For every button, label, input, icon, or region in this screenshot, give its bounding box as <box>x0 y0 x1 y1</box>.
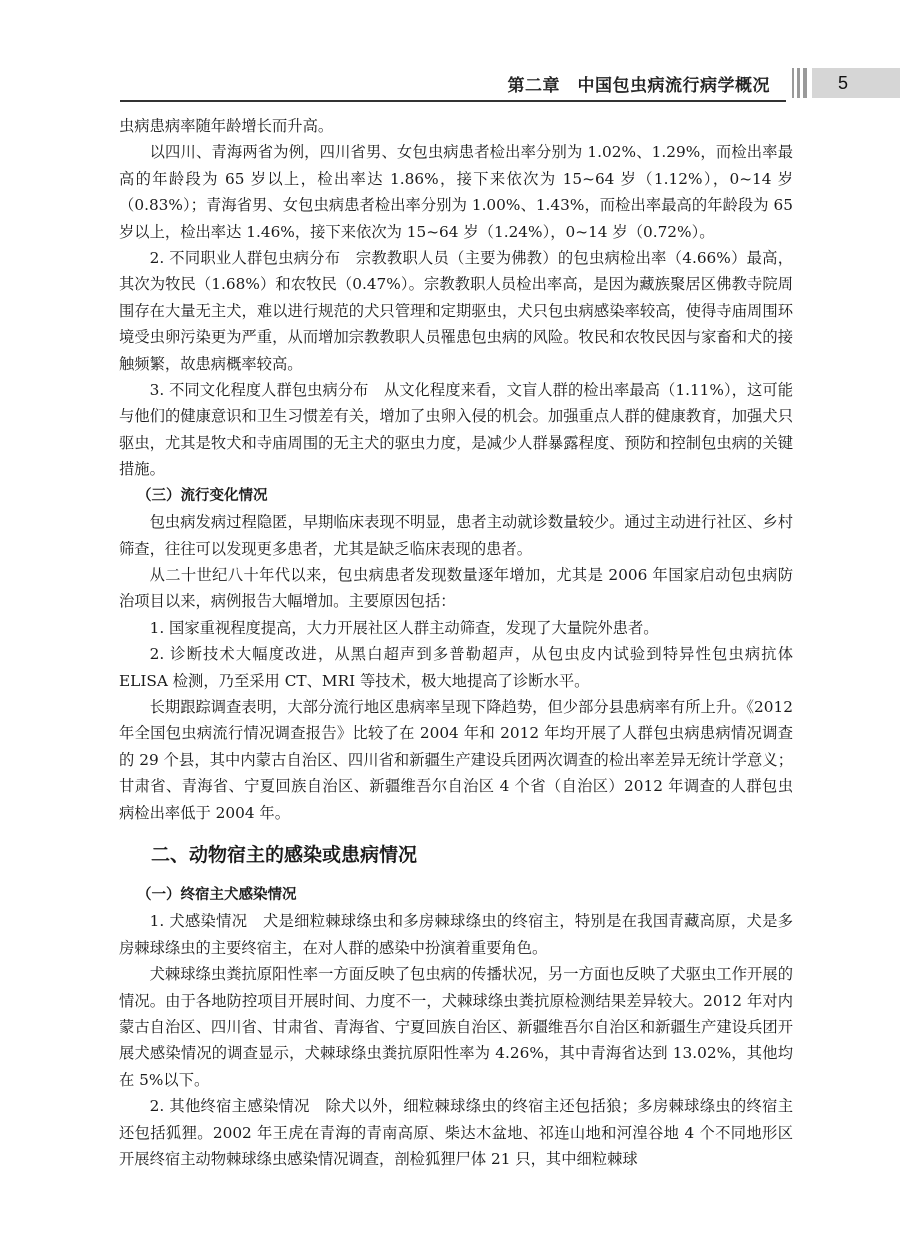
paragraph: 2. 其他终宿主感染情况 除犬以外，细粒棘球绦虫的终宿主还包括狼；多房棘球绦虫的终宿主还包括狐狸。2002 年王虎在青海的青南高原、柴达木盆地、祁连山地和河湟谷地 4 个不同地形区开展终宿主动物棘球绦虫感染情况调查，剖检狐狸尸体 21 只，其中细粒棘球 <box>119 1097 793 1169</box>
page-number: 5 <box>838 72 849 93</box>
paragraph: 虫病患病率随年龄增长而升高。 <box>119 117 334 135</box>
running-header <box>120 62 900 102</box>
subsection-heading: （三）流行变化情况 <box>137 487 268 504</box>
paragraph: 从二十世纪八十年代以来，包虫病患者发现数量逐年增加，尤其是 2006 年国家启动包虫病防治项目以来，病例报告大幅增加。主要原因包括： <box>119 565 793 611</box>
paragraph: 1. 犬感染情况 犬是细粒棘球绦虫和多房棘球绦虫的终宿主，特别是在我国青藏高原，犬是多房棘球绦虫的主要终宿主，在对人群的感染中扮演着重要角色。 <box>119 912 793 957</box>
paragraph: 2. 不同职业人群包虫病分布 宗教教职人员（主要为佛教）的包虫病检出率（4.66%）最高，其次为牧民（1.68%）和农牧民（0.47%）。宗教教职人员检出率高，是因为藏族聚居区佛教寺院周围存在大量无主犬，难以进行规范的犬只管理和定期驱虫，犬只包虫病感染率较高，使得寺庙周围环境受虫卵污染更为严重，从而增加宗教教职人员罹患包虫病的风险。牧民和农牧民因与家畜和犬的接触频繁，故患病概率较高。 <box>119 249 793 373</box>
paragraph: 3. 不同文化程度人群包虫病分布 从文化程度来看，文盲人群的检出率最高（1.11%），这可能与他们的健康意识和卫生习惯差有关，增加了虫卵入侵的机会。加强重点人群的健康教育，加强犬只驱虫，尤其是牧犬和寺庙周围的无主犬的驱虫力度，是减少人群暴露程度、预防和控制包虫病的关键措施。 <box>119 381 793 479</box>
paragraph: 2. 诊断技术大幅度改进，从黑白超声到多普勒超声，从包虫皮内试验到特异性包虫病抗体 ELISA 检测，乃至采用 CT、MRI 等技术，极大地提高了诊断水平。 <box>119 645 793 690</box>
chapter-title: 第二章 中国包虫病流行病学概况 <box>507 76 770 96</box>
paragraph: 1. 国家重视程度提高，大力开展社区人群主动筛查，发现了大量院外患者。 <box>149 618 659 637</box>
paragraph: 长期跟踪调查表明，大部分流行地区患病率呈现下降趋势，但少部分县患病率有所上升。《2012 年全国包虫病流行情况调查报告》比较了在 2004 年和 2012 年均开展了人群包虫病患病情况调查的 29 个县，其中内蒙古自治区、四川省和新疆生产建设兵团两次调查的检出率差异无统计学意义；甘肃省、青海省、宁夏回族自治区、新疆维吾尔自治区 4 个省（自治区）2012 年调查的人群包虫病检出率低于 2004 年。 <box>119 697 793 822</box>
paragraph: 包虫病发病过程隐匿，早期临床表现不明显，患者主动就诊数量较少。通过主动进行社区、乡村筛查，往往可以发现更多患者，尤其是缺乏临床表现的患者。 <box>119 513 793 558</box>
paragraph: 以四川、青海两省为例，四川省男、女包虫病患者检出率分别为 1.02%、1.29%，而检出率最高的年龄段为 65 岁以上，检出率达 1.86%，接下来依次为 15~64 岁（1.12%），0~14 岁（0.83%）；青海省男、女包虫病患者检出率分别为 1.00%、1.43%，而检出率最高的年龄段为 65 岁以上，检出率达 1.46%，接下来依次为 15~64 岁（1.24%），0~14 岁（0.72%）。 <box>119 143 793 241</box>
subsection-heading: （一）终宿主犬感染情况 <box>137 886 297 903</box>
page-body <box>119 113 793 1172</box>
section-heading: 二、动物宿主的感染或患病情况 <box>151 843 418 866</box>
header-decoration <box>792 68 810 98</box>
paragraph: 犬棘球绦虫粪抗原阳性率一方面反映了包虫病的传播状况，另一方面也反映了犬驱虫工作开展的情况。由于各地防控项目开展时间、力度不一，犬棘球绦虫粪抗原检测结果差异较大。2012 年对内蒙古自治区、四川省、甘肃省、青海省、宁夏回族自治区、新疆维吾尔自治区和新疆生产建设兵团开展犬感染情况的调查显示，犬棘球绦虫粪抗原阳性率为 4.26%，其中青海省达到 13.02%，其他均在 5%以下。 <box>119 965 793 1089</box>
page-number-box <box>812 68 900 98</box>
header-rule <box>120 100 786 102</box>
